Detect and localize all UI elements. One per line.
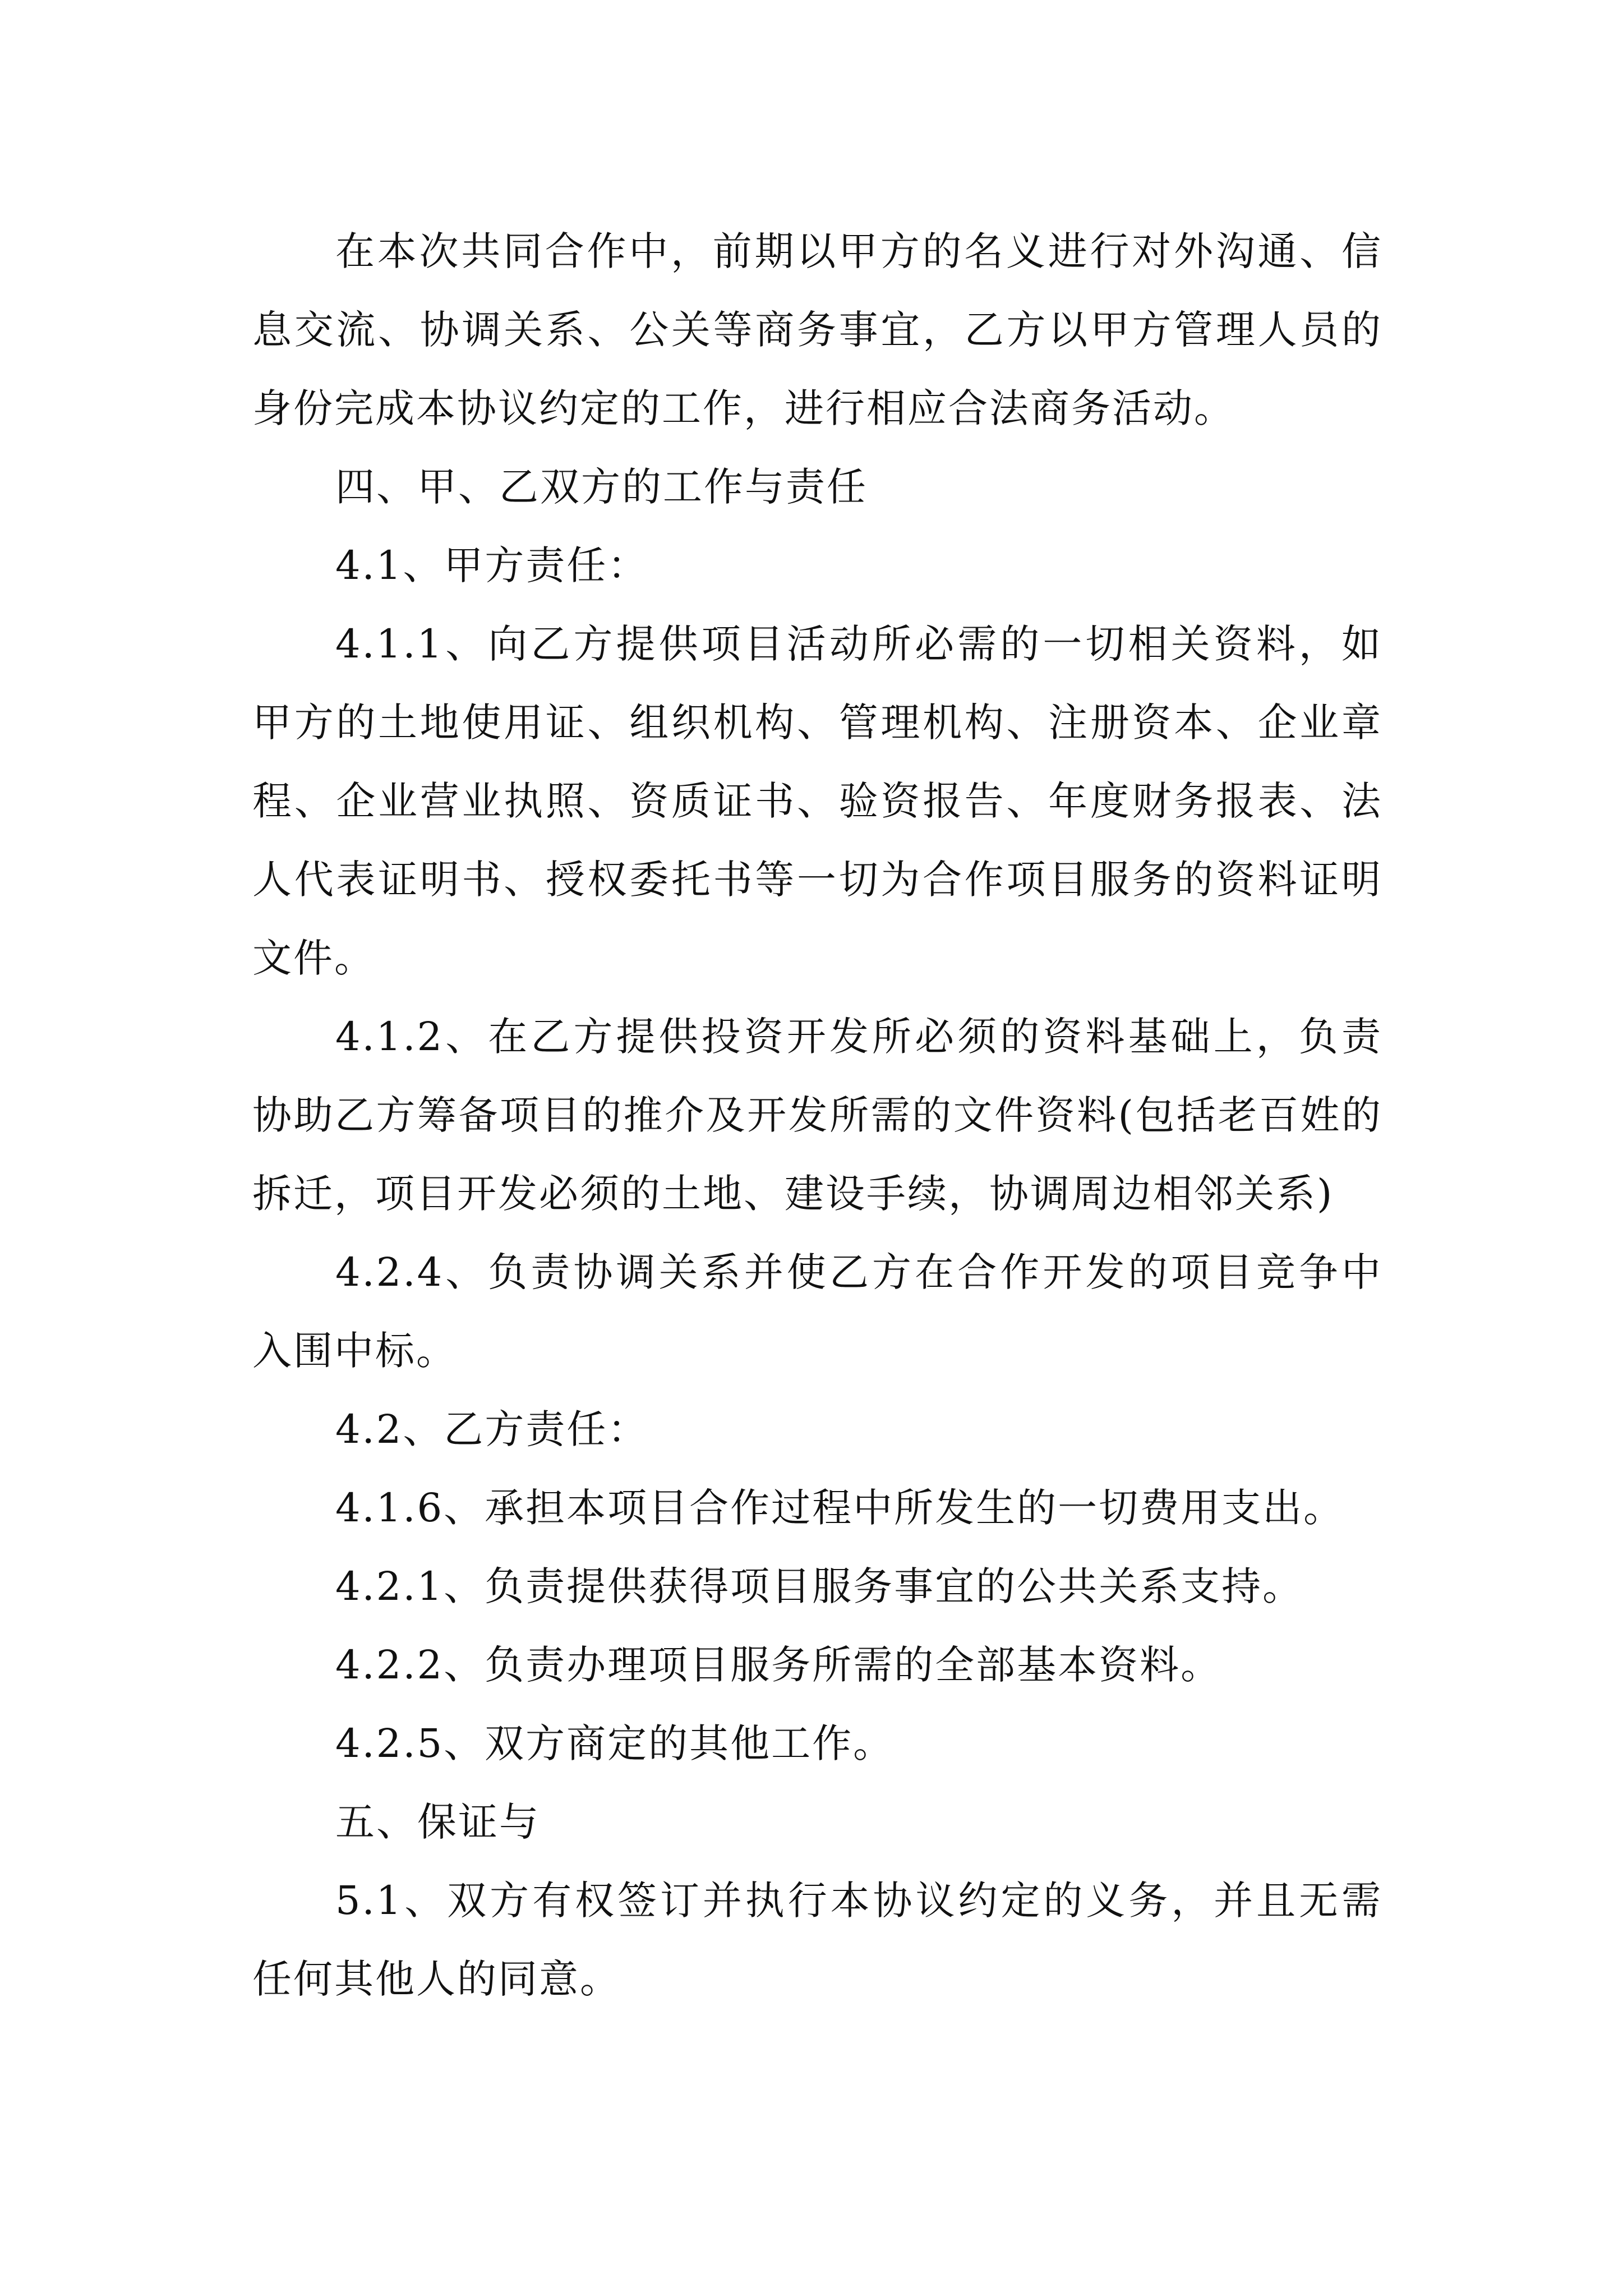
clause-4-2-4: 4.2.4、负责协调关系并使乙方在合作开发的项目竞争中入围中标。 bbox=[252, 1249, 1382, 1374]
clause-5-1: 5.1、双方有权签订并执行本协议约定的义务，并且无需任何其他人的同意。 bbox=[252, 1878, 1382, 2002]
section-heading-5: 五、保证与 bbox=[335, 1799, 540, 1845]
clause-4-1-1: 4.1.1、向乙方提供项目活动所必需的一切相关资料，如甲方的土地使用证、组织机构、管理机构、注册资本、企业章程、企业营业执照、资质证书、验资报告、年度财务报表、法人代表证明书、授权委托书等一切为合作项目服务的资料证明文件。 bbox=[252, 621, 1382, 981]
subsection-heading-4-1: 4.1、甲方责任： bbox=[335, 542, 649, 588]
clause-4-2-5: 4.2.5、双方商定的其他工作。 bbox=[335, 1720, 895, 1766]
clause-4-2-2: 4.2.2、负责办理项目服务所需的全部基本资料。 bbox=[335, 1642, 1222, 1688]
subsection-heading-4-2: 4.2、乙方责任： bbox=[335, 1406, 649, 1452]
clause-4-1-2: 4.1.2、在乙方提供投资开发所必须的资料基础上，负责协助乙方筹备项目的推介及开发所需的文件资料(包括老百姓的拆迁，项目开发必须的土地、建设手续，协调周边相邻关系) bbox=[252, 1014, 1382, 1217]
paragraph-cooperation-intro: 在本次共同合作中，前期以甲方的名义进行对外沟通、信息交流、协调关系、公关等商务事宜，乙方以甲方管理人员的身份完成本协议约定的工作，进行相应合法商务活动。 bbox=[252, 228, 1382, 431]
clause-4-1-6: 4.1.6、承担本项目合作过程中所发生的一切费用支出。 bbox=[335, 1485, 1345, 1531]
document-body bbox=[252, 212, 1382, 2018]
section-heading-4: 四、甲、乙双方的工作与责任 bbox=[335, 464, 868, 510]
clause-4-2-1: 4.2.1、负责提供获得项目服务事宜的公共关系支持。 bbox=[335, 1563, 1304, 1609]
